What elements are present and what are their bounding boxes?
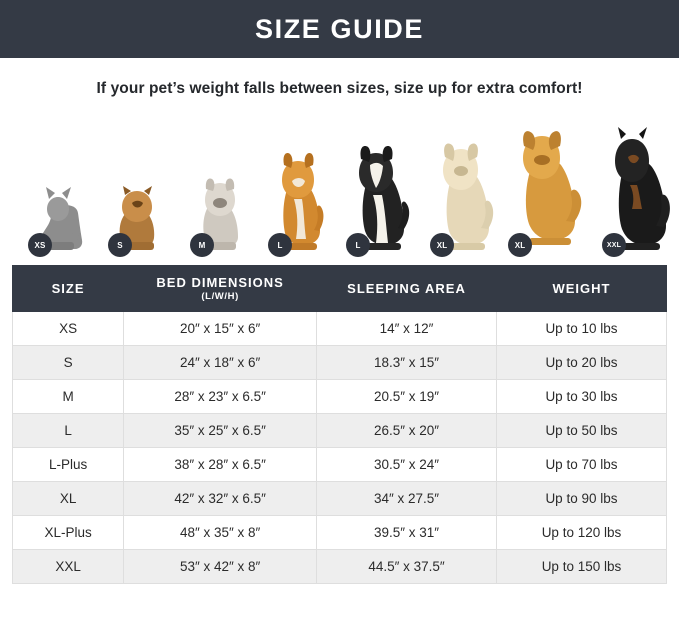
golden-retriever-icon: [508, 128, 592, 246]
cell-dimensions: 35″ x 25″ x 6.5″: [124, 414, 317, 448]
table-row: [13, 448, 667, 482]
header-sleeping-area-label: SLEEPING AREA: [347, 281, 466, 296]
table-row: [13, 482, 667, 516]
cell-dimensions: 20″ x 15″ x 6″: [124, 312, 317, 346]
cell-dimensions: 24″ x 18″ x 6″: [124, 346, 317, 380]
badge-xs: XS: [28, 233, 52, 257]
cell-dimensions: 28″ x 23″ x 6.5″: [124, 380, 317, 414]
cell-sleeping-area: 14″ x 12″: [317, 312, 497, 346]
table-header-row: [13, 266, 667, 312]
size-table-head: [13, 266, 667, 312]
cell-weight: Up to 120 lbs: [496, 516, 666, 550]
golden-retriever-silhouette: [508, 128, 592, 251]
cell-weight: Up to 70 lbs: [496, 448, 666, 482]
table-row: [13, 312, 667, 346]
size-table: [12, 265, 667, 584]
badge-l: L: [268, 233, 292, 257]
cell-weight: Up to 50 lbs: [496, 414, 666, 448]
pet-xl-plus: [508, 128, 592, 251]
header-bed-dimensions-sublabel: (L/W/H): [201, 291, 239, 302]
cell-size: L-Plus: [13, 448, 124, 482]
header-weight: [496, 266, 666, 312]
pet-s: [108, 179, 170, 251]
pet-m: [190, 173, 252, 251]
labrador-silhouette: [430, 141, 502, 251]
header-size-label: SIZE: [51, 281, 85, 296]
cell-sleeping-area: 39.5″ x 31″: [317, 516, 497, 550]
header-bed-dimensions-label: BED DIMENSIONS: [156, 275, 284, 290]
cell-weight: Up to 20 lbs: [496, 346, 666, 380]
pet-xxl: [602, 127, 678, 251]
cell-size: XS: [13, 312, 124, 346]
table-row: [13, 346, 667, 380]
badge-xl-plus: XL: [508, 233, 532, 257]
pomeranian-silhouette: [108, 179, 170, 251]
border-collie-silhouette: [346, 143, 418, 251]
cell-weight: Up to 150 lbs: [496, 550, 666, 584]
cell-size: XL: [13, 482, 124, 516]
shiba-inu-silhouette: [268, 149, 332, 251]
badge-xl: XL: [430, 233, 454, 257]
subtitle-container: [0, 58, 679, 98]
header-size: [13, 266, 124, 312]
pet-silhouettes-row: [12, 116, 667, 251]
pet-xs: [28, 185, 90, 251]
badge-xxl: XXL: [602, 233, 626, 257]
cell-weight: Up to 30 lbs: [496, 380, 666, 414]
pet-l-plus: [346, 143, 418, 251]
table-row: [13, 414, 667, 448]
page-title: SIZE GUIDE: [254, 13, 425, 44]
pet-xl: [430, 141, 502, 251]
cell-dimensions: 48″ x 35″ x 8″: [124, 516, 317, 550]
badge-s: S: [108, 233, 132, 257]
cell-weight: Up to 10 lbs: [496, 312, 666, 346]
size-table-body: [13, 312, 667, 584]
cell-sleeping-area: 20.5″ x 19″: [317, 380, 497, 414]
header-bed-dimensions: [124, 266, 317, 312]
page-header: [0, 0, 679, 58]
cell-size: XXL: [13, 550, 124, 584]
cell-dimensions: 42″ x 32″ x 6.5″: [124, 482, 317, 516]
table-row: [13, 380, 667, 414]
cell-dimensions: 38″ x 28″ x 6.5″: [124, 448, 317, 482]
french-bulldog-silhouette: [190, 173, 252, 251]
cell-sleeping-area: 26.5″ x 20″: [317, 414, 497, 448]
table-row: [13, 516, 667, 550]
cell-sleeping-area: 34″ x 27.5″: [317, 482, 497, 516]
cell-dimensions: 53″ x 42″ x 8″: [124, 550, 317, 584]
badge-l-plus: L: [346, 233, 370, 257]
doberman-silhouette: [602, 127, 678, 251]
subtitle-text: If your pet’s weight falls between sizes, size up for extra comfort!: [96, 80, 583, 97]
badge-m: M: [190, 233, 214, 257]
cell-size: XL-Plus: [13, 516, 124, 550]
header-weight-label: WEIGHT: [552, 281, 611, 296]
cell-sleeping-area: 18.3″ x 15″: [317, 346, 497, 380]
cell-weight: Up to 90 lbs: [496, 482, 666, 516]
cell-sleeping-area: 30.5″ x 24″: [317, 448, 497, 482]
cell-size: L: [13, 414, 124, 448]
cell-sleeping-area: 44.5″ x 37.5″: [317, 550, 497, 584]
cat-silhouette: [28, 185, 90, 251]
table-row: [13, 550, 667, 584]
pet-l: [268, 149, 332, 251]
cell-size: M: [13, 380, 124, 414]
cell-size: S: [13, 346, 124, 380]
header-sleeping-area: [317, 266, 497, 312]
